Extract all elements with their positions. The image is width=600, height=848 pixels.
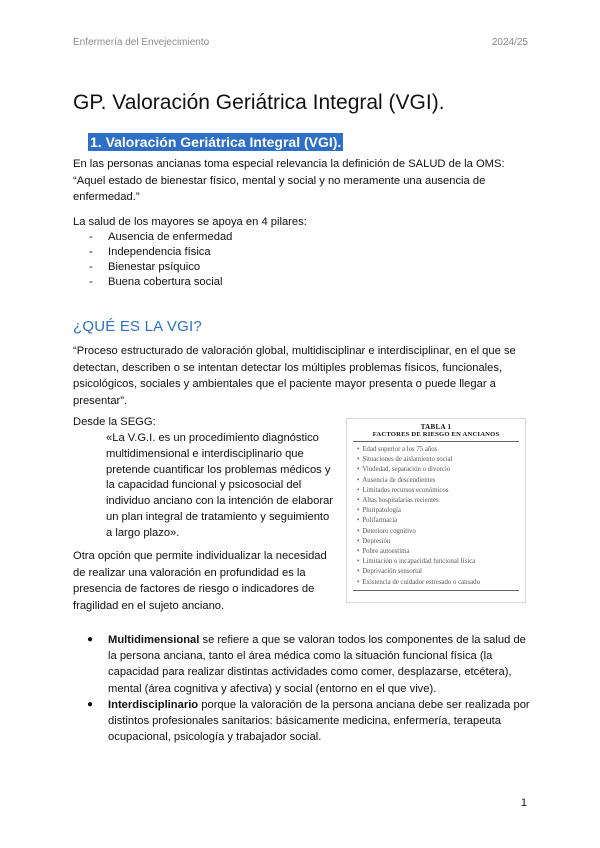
list-item: • Existencia de cuidador estresado o cansado [357, 578, 525, 588]
section-heading-vgi [88, 134, 343, 150]
section-heading-vgi-text: 1. Valoración Geriátrica Integral (VGI). [90, 134, 342, 150]
list-item: - Independencia física [89, 246, 211, 258]
segg-intro: Desde la SEGG: [73, 416, 156, 428]
list-item: • Pluripatología [357, 506, 525, 516]
list-item: • Polifarmacia [357, 516, 525, 526]
page-number: 1 [520, 797, 527, 809]
bullet-icon: ● [87, 698, 94, 710]
table-subtitle: FACTORES DE RIESGO EN ANCIANOS [372, 431, 500, 438]
pillars-list [73, 230, 232, 290]
oms-definition-paragraph: En las personas ancianas toma especial relevancia la definición de SALUD de la OMS: “Aquel estado de bienestar físico, mental y social y no meramente una ausencia de enfermedad.” [73, 158, 505, 203]
table-rule-bottom [353, 590, 519, 591]
table-title: TABLA 1 [420, 423, 452, 431]
list-item: • Depresión [357, 537, 525, 547]
segg-quote: «La V.G.I. es un procedimiento diagnóstico multidimensional e interdisciplinario que pretende cuantificar los problemas médicos y la capacidad funcional y psicosocial del individuo anciano con la intención de elaborar un plan integral de tratamiento y seguimiento a largo plazo». [106, 432, 334, 539]
vgi-definition: “Proceso estructurado de valoración global, multidisciplinar e interdisciplinar, en el que se detectan, describen o se intentan detectar los múltiples problemas físicos, funcionales, psicológicos, sociales y ambientales que el paciente mayor presenta o puede llegar a presentar”. [73, 345, 516, 407]
list-item: - Buena cobertura social [89, 276, 223, 288]
section-heading-que-es: ¿QUÉ ES LA VGI? [73, 318, 202, 335]
risk-factors-list [347, 445, 525, 588]
list-item: • Edad superior a los 75 años [357, 445, 525, 455]
list-item: ● Interdisciplinario porque la valoración de la persona anciana debe ser realizada por distintos profesionales sanitarios: básicamente medicina, enfermería, terapeuta ocupacional, psicología y trabajador social. [87, 698, 530, 744]
list-item: • Pobre autoestima [357, 547, 525, 557]
list-item: • Deprivación sensorial [357, 567, 525, 577]
list-item: - Bienestar psíquico [89, 261, 201, 273]
risk-factors-table [346, 418, 526, 603]
bullet-icon: ● [87, 634, 94, 645]
pillars-intro: La salud de los mayores se apoya en 4 pilares: [73, 216, 307, 228]
list-item: • Viudedad, separación o divorcio [357, 465, 525, 475]
table-rule [353, 441, 519, 442]
list-item: ● Multidimensional se refiere a que se valoran todos los componentes de la salud de la persona anciana, tanto el área médica como la situación funcional física (la capacidad para realizar distintas actividades como comer, desplazarse, etcétera), mental (área cognitiva y afectiva) y social (entorno en el que vive). [87, 634, 526, 695]
characteristics-list [73, 632, 533, 745]
other-option-paragraph: Otra opción que permite individualizar la necesidad de realizar una valoración en profundidad es la presencia de factores de riesgo o indicadores de fragilidad en el sujeto anciano. [73, 550, 327, 612]
list-item: • Altas hospitalarias recientes [357, 496, 525, 506]
list-item: • Limitados recursos económicos [357, 486, 525, 496]
header-course: Enfermería del Envejecimiento [73, 37, 210, 48]
page-title: GP. Valoración Geriátrica Integral (VGI). [73, 91, 445, 114]
list-item: - Ausencia de enfermedad [89, 231, 233, 243]
list-item: • Ausencia de descendientes [357, 476, 525, 486]
header-year: 2024/25 [491, 37, 528, 48]
list-item: • Deterioro cognitivo [357, 527, 525, 537]
list-item: • Situaciones de aislamiento social [357, 455, 525, 465]
list-item: • Limitación o incapacidad funcional física [357, 557, 525, 567]
